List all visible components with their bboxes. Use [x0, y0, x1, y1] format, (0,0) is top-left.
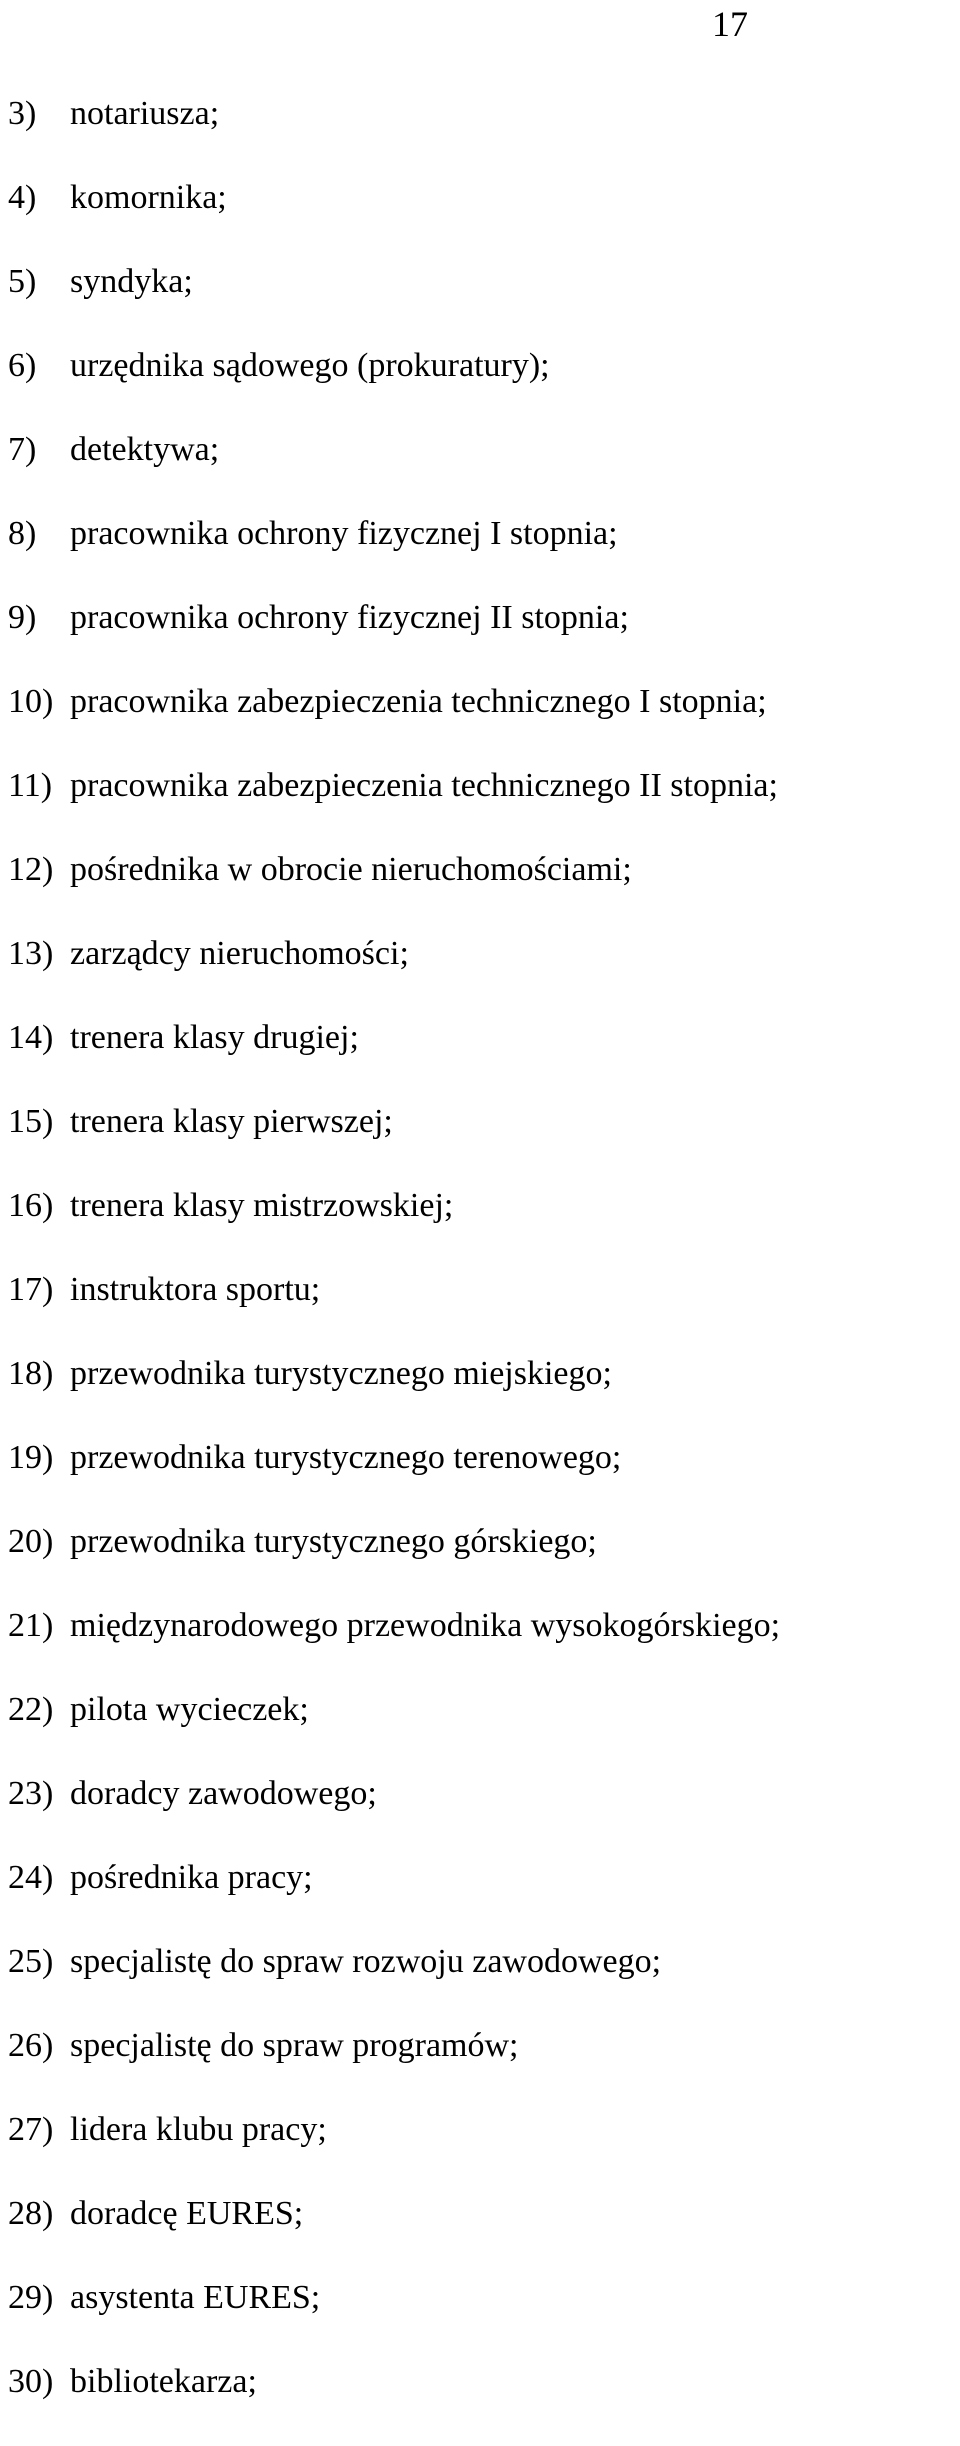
list-item-text: urzędnika sądowego (prokuratury);	[70, 347, 550, 384]
list-item-text: pracownika zabezpieczenia technicznego I stopnia;	[70, 683, 767, 720]
list-item	[8, 2362, 780, 2446]
list-item-text: zarządcy nieruchomości;	[70, 935, 409, 972]
list-item	[8, 934, 780, 1018]
list-item	[8, 2278, 780, 2362]
list-item	[8, 1438, 780, 1522]
list-item-text: pośrednika pracy;	[70, 1859, 313, 1896]
list-item	[8, 262, 780, 346]
list-item-number: 8)	[8, 515, 37, 552]
list-item	[8, 1018, 780, 1102]
list-item	[8, 598, 780, 682]
list-item-number: 22)	[8, 1691, 54, 1728]
list-item-number: 18)	[8, 1355, 54, 1392]
list-item-text: doradcę EURES;	[70, 2195, 304, 2232]
list-item-text: przewodnika turystycznego górskiego;	[70, 1523, 597, 1560]
list-item-text: trenera klasy drugiej;	[70, 1019, 359, 1056]
list-item	[8, 1942, 780, 2026]
list-item	[8, 430, 780, 514]
list-item-number: 10)	[8, 683, 54, 720]
list-item-number: 29)	[8, 2279, 54, 2316]
list-item	[8, 346, 780, 430]
list-item-text: asystenta EURES;	[70, 2279, 321, 2316]
list-item-number: 28)	[8, 2195, 54, 2232]
list-item-text: pośrednika w obrocie nieruchomościami;	[70, 851, 632, 888]
list-item	[8, 1774, 780, 1858]
list-item	[8, 1690, 780, 1774]
list-item-number: 26)	[8, 2027, 54, 2064]
list-item-text: specjalistę do spraw rozwoju zawodowego;	[70, 1943, 662, 1980]
list-item-text: notariusza;	[70, 95, 220, 132]
list-item-number: 17)	[8, 1271, 54, 1308]
list-item	[8, 2026, 780, 2110]
list-item-number: 3)	[8, 95, 37, 132]
list-item-number: 7)	[8, 431, 37, 468]
page-number: 17	[712, 4, 748, 44]
list-item-number: 6)	[8, 347, 37, 384]
list-item	[8, 766, 780, 850]
list-item-number: 19)	[8, 1439, 54, 1476]
list-item-text: trenera klasy pierwszej;	[70, 1103, 393, 1140]
list-item-text: lidera klubu pracy;	[70, 2111, 327, 2148]
list-item-text: komornika;	[70, 179, 227, 216]
list-item-number: 27)	[8, 2111, 54, 2148]
list-item-text: pracownika ochrony fizycznej II stopnia;	[70, 599, 629, 636]
list-item-text: specjalistę do spraw programów;	[70, 2027, 519, 2064]
list-item	[8, 2110, 780, 2194]
list-item	[8, 1606, 780, 1690]
list-item-text: detektywa;	[70, 431, 220, 468]
list-item-number: 13)	[8, 935, 54, 972]
profession-list	[8, 94, 780, 2446]
list-item-text: bibliotekarza;	[70, 2363, 257, 2400]
list-item-text: pracownika ochrony fizycznej I stopnia;	[70, 515, 618, 552]
list-item-text: pracownika zabezpieczenia technicznego II stopnia;	[70, 767, 778, 804]
list-item	[8, 850, 780, 934]
list-item-number: 11)	[8, 767, 53, 804]
list-item	[8, 1270, 780, 1354]
list-item-number: 21)	[8, 1607, 54, 1644]
list-item-number: 23)	[8, 1775, 54, 1812]
list-item-number: 20)	[8, 1523, 54, 1560]
list-item-number: 4)	[8, 179, 37, 216]
list-item-text: instruktora sportu;	[70, 1271, 321, 1308]
list-item-number: 24)	[8, 1859, 54, 1896]
list-item-number: 9)	[8, 599, 37, 636]
list-item	[8, 2194, 780, 2278]
list-item-text: przewodnika turystycznego terenowego;	[70, 1439, 622, 1476]
list-item	[8, 94, 780, 178]
list-item	[8, 682, 780, 766]
list-item	[8, 1102, 780, 1186]
list-item-text: pilota wycieczek;	[70, 1691, 309, 1728]
list-item-text: doradcy zawodowego;	[70, 1775, 377, 1812]
list-item	[8, 1858, 780, 1942]
list-item-number: 25)	[8, 1943, 54, 1980]
list-item-number: 16)	[8, 1187, 54, 1224]
list-item-number: 5)	[8, 263, 37, 300]
list-item-number: 30)	[8, 2363, 54, 2400]
list-item	[8, 514, 780, 598]
list-item-text: przewodnika turystycznego miejskiego;	[70, 1355, 612, 1392]
list-item	[8, 1354, 780, 1438]
list-item-text: trenera klasy mistrzowskiej;	[70, 1187, 454, 1224]
list-item-number: 14)	[8, 1019, 54, 1056]
list-item-text: syndyka;	[70, 263, 193, 300]
list-item	[8, 1522, 780, 1606]
list-item	[8, 178, 780, 262]
list-item-number: 12)	[8, 851, 54, 888]
list-item-text: międzynarodowego przewodnika wysokogórskiego;	[70, 1607, 781, 1644]
list-item-number: 15)	[8, 1103, 54, 1140]
list-item	[8, 1186, 780, 1270]
